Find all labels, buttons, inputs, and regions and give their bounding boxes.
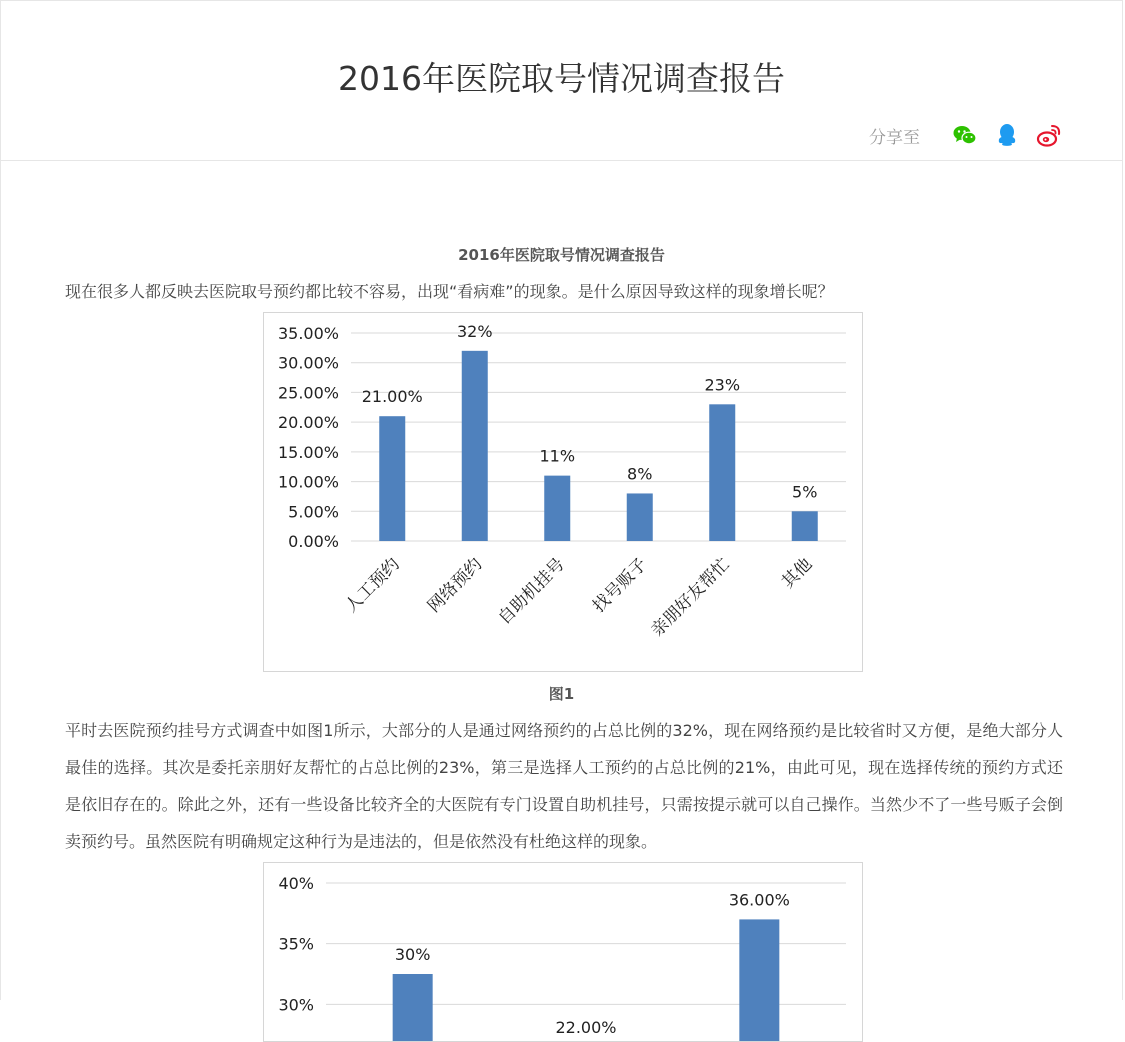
y-tick-label: 0.00% xyxy=(288,532,339,551)
bar xyxy=(462,351,488,541)
y-tick-label: 35% xyxy=(278,934,314,954)
category-label: 自助机挂号 xyxy=(494,554,569,629)
bar-chart-1 xyxy=(264,313,862,671)
page-header xyxy=(1,1,1122,161)
bar xyxy=(393,974,433,1041)
category-label: 网络预约 xyxy=(424,554,487,617)
bar xyxy=(792,511,818,541)
y-tick-label: 35.00% xyxy=(277,324,339,343)
category-label: 人工预约 xyxy=(341,554,404,617)
data-label: 5% xyxy=(792,482,818,502)
figure-1-caption: 图1 xyxy=(548,685,575,703)
category-label: 找号贩子 xyxy=(589,554,652,617)
y-tick-label: 5.00% xyxy=(288,502,339,522)
category-label: 其他 xyxy=(778,554,817,593)
data-label: 32% xyxy=(456,321,493,341)
bar-chart-2 xyxy=(264,863,862,1041)
weibo-icon[interactable] xyxy=(1036,122,1062,148)
y-tick-label: 15.00% xyxy=(277,442,339,462)
data-label: 21.00% xyxy=(361,387,423,407)
y-tick-label: 20.00% xyxy=(277,413,339,433)
bar xyxy=(379,416,405,541)
share-label: 分享至 xyxy=(869,127,920,148)
y-tick-label: 30% xyxy=(278,995,314,1015)
data-label: 11% xyxy=(539,446,576,466)
body-paragraph: 平时去医院预约挂号方式调查中如图1所示，大部分的人是通过网络预约的占总比例的32%，现在网络预约是比较省时又方便，是绝大部分人最佳的选择。其次是委托亲朋好友帮忙的占总比例的23%，第三是选择人工预约的占总比例的21%，由此可见，现在选择传统的预约方式还是依旧存在的。除此之外，还有一些设备比较齐全的大医院有专门设置自助机挂号，只需按提示就可以自己操作。当然少不了一些号贩子会倒卖预约号。虽然医院有明确规定这种行为是违法的，但是依然没有杜绝这样的现象。 xyxy=(65,721,1063,851)
chart-figure-1 xyxy=(263,312,863,672)
chart-figure-2 xyxy=(263,862,863,1042)
article-title: 2016年医院取号情况调查报告 xyxy=(458,246,665,264)
qq-icon[interactable] xyxy=(994,122,1020,148)
data-label: 8% xyxy=(627,464,653,484)
y-tick-label: 25.00% xyxy=(277,383,339,403)
data-label: 22.00% xyxy=(555,1017,617,1037)
bar xyxy=(709,404,735,541)
data-label: 30% xyxy=(394,945,431,964)
data-label: 36.00% xyxy=(728,890,790,910)
share-bar xyxy=(869,122,1062,148)
bar xyxy=(627,493,653,541)
y-tick-label: 10.00% xyxy=(277,472,339,492)
bar xyxy=(544,476,570,541)
category-label: 亲朋好友帮忙 xyxy=(647,554,734,641)
data-label: 23% xyxy=(704,375,741,395)
y-tick-label: 30.00% xyxy=(277,353,339,373)
page-title: 2016年医院取号情况调查报告 xyxy=(338,59,785,98)
intro-paragraph: 现在很多人都反映去医院取号预约都比较不容易，出现“看病难”的现象。是什么原因导致这样的现象增长呢？ xyxy=(65,282,834,301)
wechat-icon[interactable] xyxy=(952,122,978,148)
y-tick-label: 40% xyxy=(278,874,314,893)
bar xyxy=(739,919,779,1041)
